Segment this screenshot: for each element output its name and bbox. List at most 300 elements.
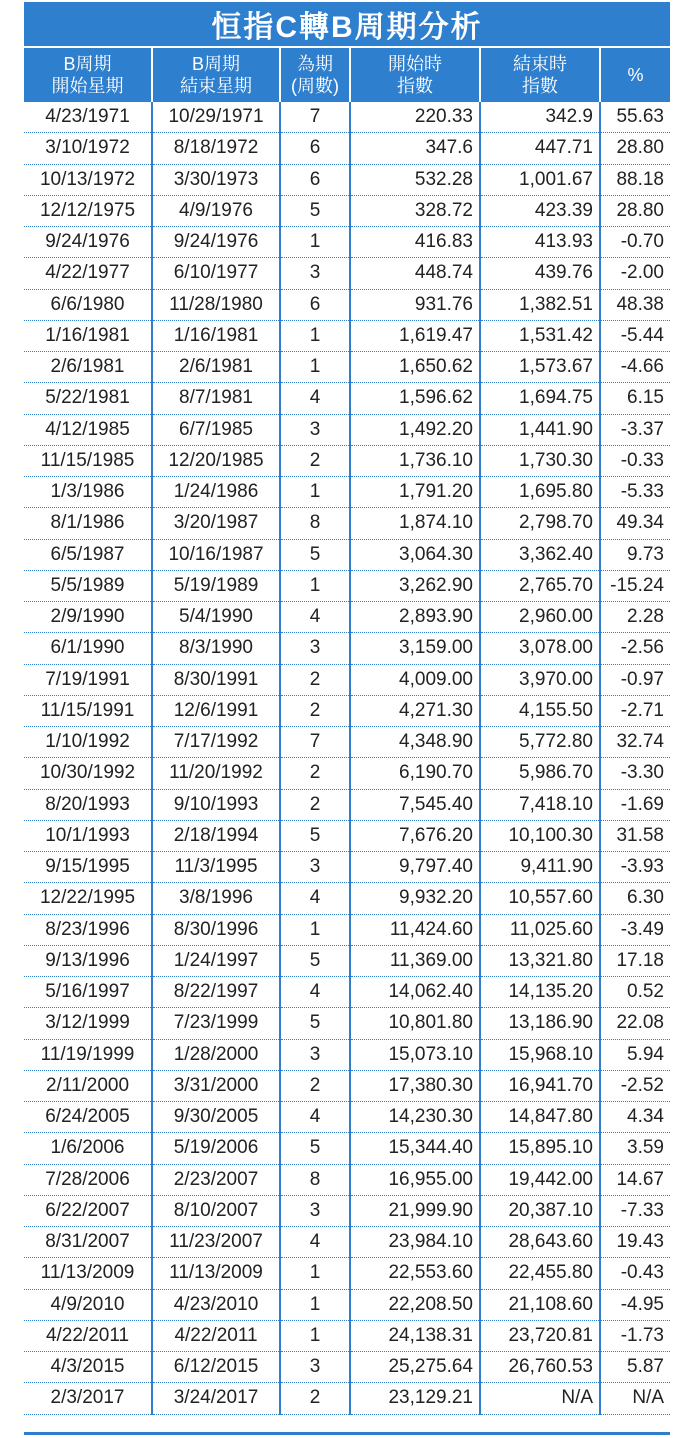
start-week-cell: 11/13/2009 [24,1258,152,1289]
table-row [24,1102,670,1133]
end-week-cell: 9/10/1993 [152,789,280,820]
start-index-cell: 4,348.90 [350,727,480,758]
start-week-cell: 3/12/1999 [24,1008,152,1039]
end-week-cell: 7/17/1992 [152,727,280,758]
start-index-cell: 24,138.31 [350,1320,480,1351]
table-row [24,1289,670,1320]
start-week-cell: 4/22/1977 [24,258,152,289]
duration-cell: 1 [280,570,350,601]
end-index-cell: 4,155.50 [480,695,600,726]
header-text: B周期 [63,54,112,74]
table-row [24,1164,670,1195]
table-row [24,852,670,883]
start-index-cell: 22,553.60 [350,1258,480,1289]
percent-cell: 14.67 [600,1164,670,1195]
start-index-cell: 25,275.64 [350,1352,480,1383]
header-row [24,48,670,102]
end-week-cell: 3/24/2017 [152,1383,280,1414]
end-week-cell: 2/6/1981 [152,352,280,383]
end-index-cell: N/A [480,1383,600,1414]
table-row [24,414,670,445]
start-index-cell: 931.76 [350,289,480,320]
percent-cell: 49.34 [600,508,670,539]
start-index-cell: 10,801.80 [350,1008,480,1039]
start-index-cell: 1,791.20 [350,477,480,508]
table-title: 恒指C轉B周期分析 [24,2,670,46]
start-index-cell: 1,619.47 [350,320,480,351]
end-week-cell: 1/28/2000 [152,1039,280,1070]
start-week-cell: 6/22/2007 [24,1195,152,1226]
header-text: 結束時 [513,54,567,74]
table-row [24,289,670,320]
end-week-cell: 8/3/1990 [152,633,280,664]
end-week-cell: 8/30/1996 [152,914,280,945]
percent-cell: 5.87 [600,1352,670,1383]
end-week-cell: 12/6/1991 [152,695,280,726]
start-index-cell: 4,009.00 [350,664,480,695]
header-text: 結束星期 [180,76,252,96]
start-index-cell: 16,955.00 [350,1164,480,1195]
end-week-cell: 8/7/1981 [152,383,280,414]
percent-cell: 31.58 [600,820,670,851]
end-week-cell: 9/24/1976 [152,227,280,258]
end-week-cell: 4/23/2010 [152,1289,280,1320]
duration-cell: 2 [280,664,350,695]
end-week-cell: 11/20/1992 [152,758,280,789]
start-index-cell: 2,893.90 [350,602,480,633]
start-index-cell: 7,545.40 [350,789,480,820]
header-duration [280,48,350,102]
end-week-cell: 6/7/1985 [152,414,280,445]
duration-cell: 7 [280,727,350,758]
header-text: 為期 [297,54,333,74]
end-index-cell: 16,941.70 [480,1070,600,1101]
end-week-cell: 10/29/1971 [152,102,280,133]
percent-cell: 17.18 [600,945,670,976]
end-index-cell: 28,643.60 [480,1227,600,1258]
end-index-cell: 20,387.10 [480,1195,600,1226]
end-index-cell: 5,772.80 [480,727,600,758]
duration-cell: 2 [280,695,350,726]
duration-cell: 8 [280,1164,350,1195]
start-week-cell: 5/5/1989 [24,570,152,601]
end-index-cell: 10,100.30 [480,820,600,851]
start-week-cell: 8/1/1986 [24,508,152,539]
end-index-cell: 9,411.90 [480,852,600,883]
start-index-cell: 14,062.40 [350,977,480,1008]
percent-cell: 19.43 [600,1227,670,1258]
table-row [24,1195,670,1226]
duration-cell: 1 [280,1320,350,1351]
duration-cell: 5 [280,820,350,851]
percent-cell: 6.15 [600,383,670,414]
bottom-divider [24,1432,670,1435]
start-week-cell: 2/3/2017 [24,1383,152,1414]
start-week-cell: 3/10/1972 [24,133,152,164]
end-week-cell: 5/19/1989 [152,570,280,601]
end-week-cell: 9/30/2005 [152,1102,280,1133]
duration-cell: 3 [280,1195,350,1226]
end-index-cell: 3,078.00 [480,633,600,664]
end-index-cell: 1,573.67 [480,352,600,383]
table-row [24,1352,670,1383]
end-index-cell: 1,531.42 [480,320,600,351]
end-index-cell: 22,455.80 [480,1258,600,1289]
start-index-cell: 3,159.00 [350,633,480,664]
end-week-cell: 10/16/1987 [152,539,280,570]
duration-cell: 5 [280,195,350,226]
end-index-cell: 2,960.00 [480,602,600,633]
percent-cell: 22.08 [600,1008,670,1039]
duration-cell: 6 [280,164,350,195]
start-index-cell: 1,596.62 [350,383,480,414]
table-row [24,633,670,664]
table-header [24,48,670,102]
start-week-cell: 10/13/1972 [24,164,152,195]
header-text: 開始星期 [51,76,124,96]
end-week-cell: 2/23/2007 [152,1164,280,1195]
percent-cell: -0.33 [600,445,670,476]
end-index-cell: 10,557.60 [480,883,600,914]
end-week-cell: 1/16/1981 [152,320,280,351]
percent-cell: 32.74 [600,727,670,758]
duration-cell: 6 [280,289,350,320]
header-text: (周數) [291,76,339,96]
duration-cell: 1 [280,320,350,351]
start-week-cell: 6/24/2005 [24,1102,152,1133]
start-week-cell: 11/15/1985 [24,445,152,476]
percent-cell: -3.30 [600,758,670,789]
duration-cell: 5 [280,539,350,570]
end-index-cell: 5,986.70 [480,758,600,789]
start-index-cell: 328.72 [350,195,480,226]
duration-cell: 2 [280,1383,350,1414]
start-week-cell: 4/22/2011 [24,1320,152,1351]
duration-cell: 4 [280,883,350,914]
end-week-cell: 11/13/2009 [152,1258,280,1289]
percent-cell: -7.33 [600,1195,670,1226]
table-row [24,1008,670,1039]
start-week-cell: 8/31/2007 [24,1227,152,1258]
percent-cell: -0.97 [600,664,670,695]
header-text: 指數 [522,76,558,96]
start-week-cell: 8/20/1993 [24,789,152,820]
start-week-cell: 4/12/1985 [24,414,152,445]
end-index-cell: 21,108.60 [480,1289,600,1320]
table-row [24,102,670,133]
table-row [24,664,670,695]
start-week-cell: 11/19/1999 [24,1039,152,1070]
end-index-cell: 26,760.53 [480,1352,600,1383]
end-week-cell: 5/19/2006 [152,1133,280,1164]
table-row [24,477,670,508]
end-week-cell: 11/3/1995 [152,852,280,883]
percent-cell: 28.80 [600,133,670,164]
percent-cell: -4.95 [600,1289,670,1320]
start-week-cell: 5/22/1981 [24,383,152,414]
start-index-cell: 1,650.62 [350,352,480,383]
end-week-cell: 8/30/1991 [152,664,280,695]
end-index-cell: 3,970.00 [480,664,600,695]
start-index-cell: 21,999.90 [350,1195,480,1226]
start-index-cell: 15,073.10 [350,1039,480,1070]
table-row [24,1320,670,1351]
duration-cell: 3 [280,852,350,883]
start-week-cell: 2/6/1981 [24,352,152,383]
header-start-week [24,48,152,102]
start-index-cell: 532.28 [350,164,480,195]
percent-cell: -5.44 [600,320,670,351]
percent-cell: -0.43 [600,1258,670,1289]
table-row [24,227,670,258]
start-week-cell: 6/1/1990 [24,633,152,664]
duration-cell: 4 [280,1227,350,1258]
percent-cell: -15.24 [600,570,670,601]
end-week-cell: 3/30/1973 [152,164,280,195]
duration-cell: 7 [280,102,350,133]
header-text: B周期 [191,54,240,74]
start-index-cell: 1,492.20 [350,414,480,445]
end-index-cell: 15,895.10 [480,1133,600,1164]
table-row [24,164,670,195]
header-end-index [480,48,600,102]
end-index-cell: 23,720.81 [480,1320,600,1351]
duration-cell: 3 [280,1352,350,1383]
start-index-cell: 11,424.60 [350,914,480,945]
duration-cell: 2 [280,1070,350,1101]
end-index-cell: 13,186.90 [480,1008,600,1039]
start-index-cell: 22,208.50 [350,1289,480,1320]
start-week-cell: 8/23/1996 [24,914,152,945]
end-week-cell: 12/20/1985 [152,445,280,476]
end-index-cell: 342.9 [480,102,600,133]
end-week-cell: 11/23/2007 [152,1227,280,1258]
start-week-cell: 1/16/1981 [24,320,152,351]
start-index-cell: 11,369.00 [350,945,480,976]
duration-cell: 5 [280,1008,350,1039]
start-week-cell: 12/12/1975 [24,195,152,226]
end-index-cell: 15,968.10 [480,1039,600,1070]
end-week-cell: 4/22/2011 [152,1320,280,1351]
end-week-cell: 3/8/1996 [152,883,280,914]
start-week-cell: 12/22/1995 [24,883,152,914]
start-week-cell: 1/10/1992 [24,727,152,758]
header-text: % [627,65,644,85]
duration-cell: 2 [280,789,350,820]
start-index-cell: 448.74 [350,258,480,289]
table-row [24,727,670,758]
start-week-cell: 11/15/1991 [24,695,152,726]
duration-cell: 3 [280,258,350,289]
duration-cell: 1 [280,352,350,383]
duration-cell: 3 [280,1039,350,1070]
end-index-cell: 1,382.51 [480,289,600,320]
percent-cell: 28.80 [600,195,670,226]
duration-cell: 1 [280,1258,350,1289]
start-week-cell: 7/28/2006 [24,1164,152,1195]
start-week-cell: 4/23/1971 [24,102,152,133]
duration-cell: 2 [280,445,350,476]
table-row [24,445,670,476]
end-index-cell: 447.71 [480,133,600,164]
table-row [24,1258,670,1289]
table-row [24,977,670,1008]
start-index-cell: 9,932.20 [350,883,480,914]
start-index-cell: 6,190.70 [350,758,480,789]
end-index-cell: 2,765.70 [480,570,600,601]
percent-cell: -3.37 [600,414,670,445]
table-row [24,539,670,570]
header-end-week [152,48,280,102]
percent-cell: -1.73 [600,1320,670,1351]
end-week-cell: 1/24/1997 [152,945,280,976]
end-index-cell: 11,025.60 [480,914,600,945]
end-index-cell: 14,847.80 [480,1102,600,1133]
start-index-cell: 1,874.10 [350,508,480,539]
start-index-cell: 15,344.40 [350,1133,480,1164]
start-week-cell: 2/11/2000 [24,1070,152,1101]
percent-cell: 55.63 [600,102,670,133]
start-index-cell: 7,676.20 [350,820,480,851]
start-index-cell: 17,380.30 [350,1070,480,1101]
table-row [24,883,670,914]
end-index-cell: 2,798.70 [480,508,600,539]
percent-cell: -2.00 [600,258,670,289]
table-row [24,320,670,351]
duration-cell: 4 [280,1102,350,1133]
start-index-cell: 4,271.30 [350,695,480,726]
end-index-cell: 13,321.80 [480,945,600,976]
table-row [24,695,670,726]
duration-cell: 4 [280,602,350,633]
end-index-cell: 7,418.10 [480,789,600,820]
start-index-cell: 1,736.10 [350,445,480,476]
header-start-index [350,48,480,102]
end-week-cell: 1/24/1986 [152,477,280,508]
percent-cell: 4.34 [600,1102,670,1133]
table-row [24,195,670,226]
end-index-cell: 1,694.75 [480,383,600,414]
start-week-cell: 1/6/2006 [24,1133,152,1164]
start-index-cell: 347.6 [350,133,480,164]
start-week-cell: 4/3/2015 [24,1352,152,1383]
end-index-cell: 1,441.90 [480,414,600,445]
table-row [24,133,670,164]
end-week-cell: 11/28/1980 [152,289,280,320]
table-row [24,1227,670,1258]
percent-cell: 0.52 [600,977,670,1008]
table-row [24,1070,670,1101]
table-row [24,352,670,383]
start-week-cell: 9/15/1995 [24,852,152,883]
start-index-cell: 3,262.90 [350,570,480,601]
duration-cell: 1 [280,1289,350,1320]
start-index-cell: 416.83 [350,227,480,258]
start-index-cell: 23,984.10 [350,1227,480,1258]
percent-cell: 3.59 [600,1133,670,1164]
percent-cell: N/A [600,1383,670,1414]
percent-cell: -2.52 [600,1070,670,1101]
end-week-cell: 2/18/1994 [152,820,280,851]
table-row [24,820,670,851]
end-week-cell: 6/10/1977 [152,258,280,289]
start-week-cell: 6/6/1980 [24,289,152,320]
percent-cell: -5.33 [600,477,670,508]
start-index-cell: 9,797.40 [350,852,480,883]
end-index-cell: 1,001.67 [480,164,600,195]
end-week-cell: 6/12/2015 [152,1352,280,1383]
end-index-cell: 439.76 [480,258,600,289]
percent-cell: -3.49 [600,914,670,945]
percent-cell: 6.30 [600,883,670,914]
start-week-cell: 7/19/1991 [24,664,152,695]
end-week-cell: 4/9/1976 [152,195,280,226]
header-percent [600,48,670,102]
duration-cell: 4 [280,977,350,1008]
start-index-cell: 3,064.30 [350,539,480,570]
duration-cell: 1 [280,477,350,508]
table-row [24,945,670,976]
cycle-analysis-table [24,48,670,1415]
start-week-cell: 9/13/1996 [24,945,152,976]
duration-cell: 5 [280,1133,350,1164]
end-week-cell: 8/22/1997 [152,977,280,1008]
table-row [24,1039,670,1070]
duration-cell: 3 [280,633,350,664]
duration-cell: 1 [280,914,350,945]
end-index-cell: 413.93 [480,227,600,258]
percent-cell: 9.73 [600,539,670,570]
percent-cell: -1.69 [600,789,670,820]
table-row [24,258,670,289]
end-index-cell: 1,695.80 [480,477,600,508]
header-text: 開始時 [388,54,442,74]
table-row [24,789,670,820]
table-row [24,508,670,539]
end-index-cell: 1,730.30 [480,445,600,476]
table-row [24,383,670,414]
duration-cell: 2 [280,758,350,789]
start-week-cell: 10/30/1992 [24,758,152,789]
start-week-cell: 9/24/1976 [24,227,152,258]
end-week-cell: 5/4/1990 [152,602,280,633]
percent-cell: 5.94 [600,1039,670,1070]
start-week-cell: 5/16/1997 [24,977,152,1008]
end-week-cell: 3/20/1987 [152,508,280,539]
end-index-cell: 19,442.00 [480,1164,600,1195]
start-week-cell: 1/3/1986 [24,477,152,508]
start-week-cell: 2/9/1990 [24,602,152,633]
duration-cell: 5 [280,945,350,976]
cycle-table-wrapper [24,48,670,1415]
header-text: 指數 [397,76,433,96]
percent-cell: 2.28 [600,602,670,633]
end-week-cell: 8/18/1972 [152,133,280,164]
percent-cell: -3.93 [600,852,670,883]
duration-cell: 3 [280,414,350,445]
end-index-cell: 423.39 [480,195,600,226]
end-index-cell: 3,362.40 [480,539,600,570]
percent-cell: 88.18 [600,164,670,195]
start-index-cell: 23,129.21 [350,1383,480,1414]
end-week-cell: 8/10/2007 [152,1195,280,1226]
start-index-cell: 14,230.30 [350,1102,480,1133]
duration-cell: 4 [280,383,350,414]
duration-cell: 6 [280,133,350,164]
percent-cell: 48.38 [600,289,670,320]
end-index-cell: 14,135.20 [480,977,600,1008]
start-week-cell: 10/1/1993 [24,820,152,851]
